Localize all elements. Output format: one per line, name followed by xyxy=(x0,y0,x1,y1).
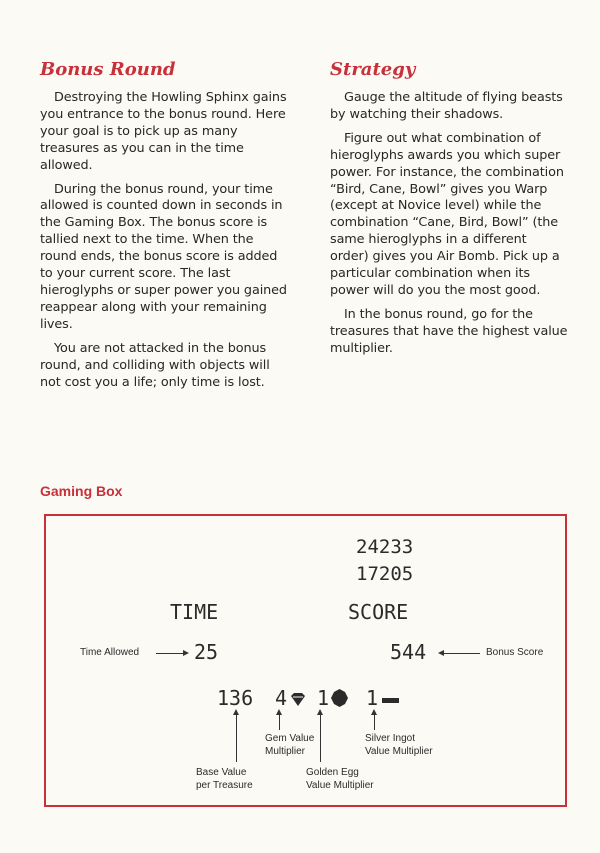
gem-label-line1: Gem Value xyxy=(265,733,315,744)
bonus-score-label: Bonus Score xyxy=(486,647,544,658)
ingot-pointer xyxy=(374,714,375,730)
arrow-head-icon xyxy=(183,650,189,656)
egg-label-line1: Golden Egg xyxy=(306,767,359,778)
silver-ingot-icon xyxy=(382,698,399,703)
strategy-paragraph: Gauge the altitude of flying beasts by watching their shadows. xyxy=(330,90,563,122)
strategy-section xyxy=(330,58,568,365)
egg-pointer xyxy=(320,714,321,762)
egg-multiplier-value: 1 xyxy=(317,686,330,710)
time-label: TIME xyxy=(170,600,219,624)
strategy-paragraph: In the bonus round, go for the treasures that have the highest value multiplier. xyxy=(330,306,568,356)
ingot-multiplier-value: 1 xyxy=(366,686,379,710)
silver-ingot-label xyxy=(365,732,433,758)
time-allowed-label: Time Allowed xyxy=(80,647,140,658)
score-top: 24233 xyxy=(356,536,414,558)
golden-egg-label xyxy=(306,766,374,792)
silver-label-line1: Silver Ingot xyxy=(365,733,416,744)
gem-multiplier-value: 4 xyxy=(275,686,288,710)
gem-icon xyxy=(290,693,306,707)
base-value-pointer xyxy=(236,714,237,762)
gem-label-line2: Multiplier xyxy=(265,746,306,757)
bonus-score-value: 544 xyxy=(390,640,427,664)
gaming-box-diagram xyxy=(44,514,567,807)
bonus-round-paragraph: During the bonus round, your time allowed is counted down in seconds in the Gaming Box. The bonus score is tallied next to the time. When the round ends, the bonus score is added to your current score. The last hieroglyphs or super power you gained reappear along with your remaining lives. xyxy=(40,181,287,332)
time-allowed-arrow xyxy=(156,653,184,654)
strategy-paragraph: Figure out what combination of hieroglyphs awards you which super power. For instance, the combination “Bird, Cane, Bowl” gives you Warp (except at Novice level) while the combination “Cane, Bird, Bowl” (the same hieroglyphs in a different order) gives you Air Bomb. Pick up a particular combination when its power will do you the most good. xyxy=(330,130,564,298)
bonus-round-heading: Bonus Round xyxy=(40,59,176,80)
bonus-score-arrow xyxy=(444,653,480,654)
time-value: 25 xyxy=(194,640,219,664)
bonus-round-paragraph: Destroying the Howling Sphinx gains you entrance to the bonus round. Here your goal is to pick up as many treasures as you can in the time allowed. xyxy=(40,90,287,173)
base-label-line2: per Treasure xyxy=(196,780,253,791)
base-label-line1: Base Value xyxy=(196,767,247,778)
silver-label-line2: Value Multiplier xyxy=(365,746,433,757)
golden-egg-icon xyxy=(331,689,348,707)
base-value-label xyxy=(196,766,253,792)
score-label: SCORE xyxy=(348,600,409,624)
score-second: 17205 xyxy=(356,563,414,585)
bonus-round-section xyxy=(40,58,288,398)
strategy-heading: Strategy xyxy=(330,59,416,80)
base-value: 136 xyxy=(217,686,254,710)
bonus-round-paragraph: You are not attacked in the bonus round, and colliding with objects will not cost you a life; only time is lost. xyxy=(40,340,270,390)
gaming-box-title: Gaming Box xyxy=(40,483,123,499)
gem-pointer xyxy=(279,714,280,730)
egg-label-line2: Value Multiplier xyxy=(306,780,374,791)
gem-value-label xyxy=(265,732,314,758)
